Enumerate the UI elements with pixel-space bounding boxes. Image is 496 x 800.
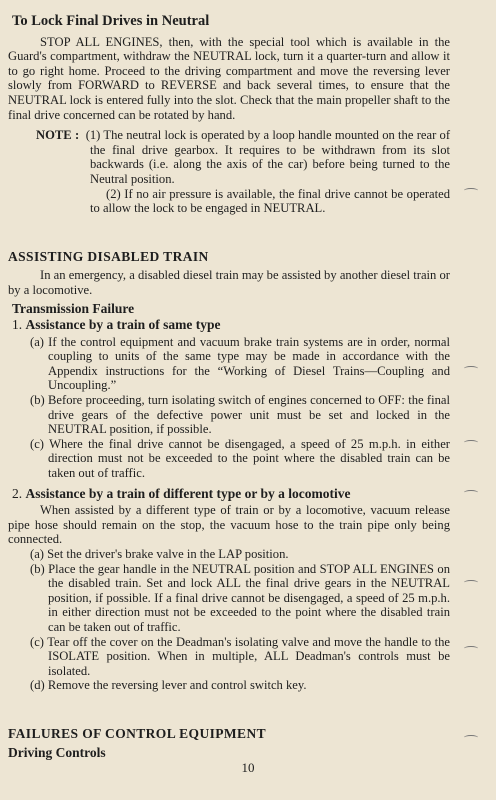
note-2: (2) If no air pressure is available, the final drive cannot be operated to allow the lock to be engaged in NEUTRAL. xyxy=(90,186,450,216)
list-item: (b) Before proceeding, turn isolating switch of engines concerned to OFF: the final drive gears of the defective power unit must be set and locked in the NEUTRAL position, if possible. xyxy=(30,393,450,437)
lock-procedure-paragraph: STOP ALL ENGINES, then, with the special tool which is available in the Guard's compartment, withdraw the NEUTRAL lock, turn it a quarter-turn and allow it to go right home. Proceed to the driving compartment and move the reversing lever slowly from FORWARD to REVERSE and back several times, to ensure that the NEUTRAL lock is entered fully into the slot. Check that the main propeller shaft to the final drive concerned can be rotated by hand. xyxy=(8,34,450,122)
note-1-text: (1) The neutral lock is operated by a loop handle mounted on the rear of the final drive gearbox. It requires to be withdrawn from its slot backwards (i.e. along the axis of the car) before being turned to the Neutral position. xyxy=(85,128,451,186)
heading-number: 1. xyxy=(12,317,23,333)
note-label: NOTE : xyxy=(36,128,80,143)
list-item: (c) Where the final drive cannot be disengaged, a speed of 25 m.p.h. in either direction must not be exceeded to the point where the disabled train can be taken out of traffic. xyxy=(30,436,450,481)
list-item: (a) Set the driver's brake valve in the LAP position. xyxy=(30,547,289,561)
document-page xyxy=(8,14,450,762)
page-edge-marks xyxy=(450,0,496,800)
section-title-lock-final-drives: To Lock Final Drives in Neutral xyxy=(12,13,210,29)
page-number: 10 xyxy=(241,760,255,775)
list-item: (b) Place the gear handle in the NEUTRAL position and STOP ALL ENGINES on the disabled train. Set and lock ALL the final drive gears in the NEUTRAL position, if possible. If a final drive cannot be disengaged, a speed of 25 m.p.h. in either direction must not be exceeded to the point where the disabled train can be taken out of traffic. xyxy=(30,561,450,634)
heading-different-type xyxy=(12,487,450,502)
heading-text: Assistance by a train of different type or by a locomotive xyxy=(25,485,351,501)
section-title-failures-control-equipment: FAILURES OF CONTROL EQUIPMENT xyxy=(8,725,267,741)
heading-text: Assistance by a train of same type xyxy=(25,317,221,333)
list-item: (a) If the control equipment and vacuum brake train systems are in order, normal coupling to units of the same type may be made in accordance with the Appendix instructions for the “Working of Diesel Trains—Coupling and Uncoupling.” xyxy=(30,334,450,393)
subheading-driving-controls: Driving Controls xyxy=(8,744,106,760)
section-title-assisting-disabled-train: ASSISTING DISABLED TRAIN xyxy=(8,248,209,264)
list-item: (c) Tear off the cover on the Deadman's isolating valve and move the handle to the ISOLATE position. When in multiple, ALL Deadman's controls must be isolated. xyxy=(30,634,450,678)
subheading-transmission-failure: Transmission Failure xyxy=(12,300,135,316)
assisting-intro-paragraph: In an emergency, a disabled diesel train may be assisted by another diesel train or by a locomotive. xyxy=(8,268,450,297)
note-1 xyxy=(36,128,450,186)
heading-same-type xyxy=(12,318,450,333)
list-item: (d) Remove the reversing lever and control switch key. xyxy=(30,678,307,693)
heading-number: 2. xyxy=(12,485,23,501)
different-type-paragraph: When assisted by a different type of train or by a locomotive, vacuum release pipe hose should remain on the stop, the vacuum hose to the train pipe only being connected. xyxy=(8,503,450,547)
